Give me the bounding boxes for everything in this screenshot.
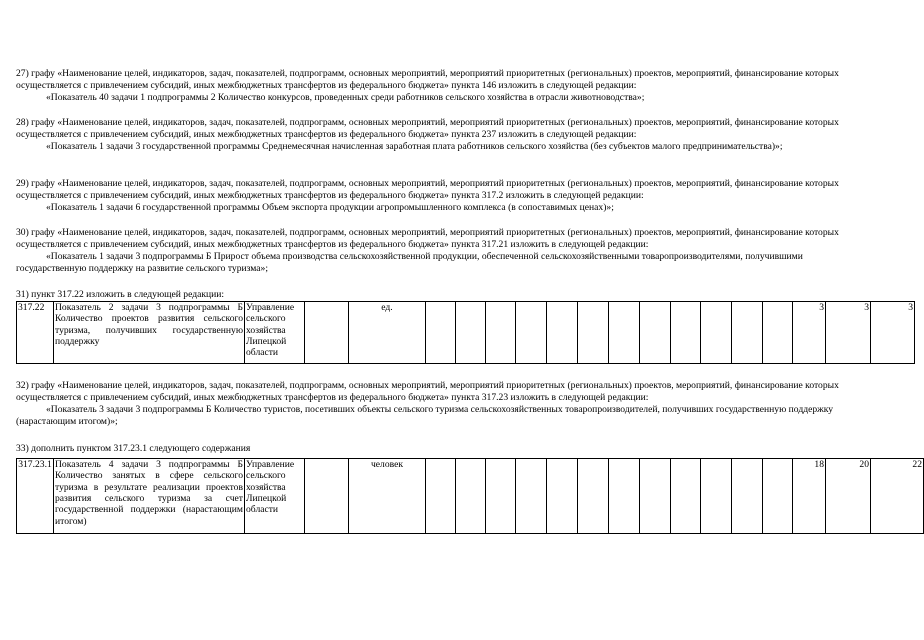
value-1: 18 <box>793 459 826 534</box>
row-number: 317.23.1 <box>17 459 54 534</box>
empty-cell <box>516 459 547 534</box>
item-32 <box>16 380 876 428</box>
responsible-org: Управление сельского хозяйства Липецкой области <box>245 302 305 364</box>
item-30-quote: «Показатель 1 задачи 3 подпрограммы Б Прирост объема производства сельскохозяйственной продукции, обеспеченной сельскохозяйственными товаропроизводителями, получившими государственную поддержку на развитие сельского туризма»; <box>16 250 803 274</box>
table-row <box>17 302 915 364</box>
value-3: 22 <box>871 459 924 534</box>
empty-cell <box>516 302 547 364</box>
unit: человек <box>349 459 426 534</box>
unit: ед. <box>349 302 426 364</box>
empty-cell <box>486 459 516 534</box>
item-33-heading <box>16 443 856 455</box>
empty-cell <box>732 302 763 364</box>
empty-cell <box>547 302 578 364</box>
item-29-intro: 29) графу «Наименование целей, индикаторов, задач, показателей, подпрограмм, основных мероприятий, мероприятий приоритетных (региональных) проектов, мероприятий, финансирование которых осуществляется с привлечением субсидий, иных межбюджетных трансфертов из федерального бюджета» пункта 317.2 изложить в следующей редакции: <box>16 178 839 201</box>
empty-cell <box>547 459 578 534</box>
value-3: 3 <box>871 302 915 364</box>
value-1: 3 <box>793 302 826 364</box>
item-32-intro: 32) графу «Наименование целей, индикаторов, задач, показателей, подпрограмм, основных мероприятий, мероприятий приоритетных (региональных) проектов, мероприятий, финансирование которых осуществляется с привлечением субсидий, иных межбюджетных трансфертов из федерального бюджета» пункта 317.23 изложить в следующей редакции: <box>16 380 839 403</box>
item-29 <box>16 178 856 214</box>
empty-cell <box>456 459 486 534</box>
table-317-23-1 <box>16 458 924 534</box>
empty-cell <box>640 459 671 534</box>
empty-cell <box>609 459 640 534</box>
item-29-quote: «Показатель 1 задачи 6 государственной программы Объем экспорта продукции агропромышленного комплекса (в сопоставимых ценах)»; <box>46 201 614 213</box>
empty-cell <box>640 302 671 364</box>
item-28-quote: «Показатель 1 задачи 3 государственной программы Среднемесячная начисленная заработная плата работников сельского хозяйства (без субъектов малого предпринимательства)»; <box>46 140 783 152</box>
empty-cell <box>763 302 793 364</box>
empty-cell <box>578 459 609 534</box>
empty-cell <box>305 459 349 534</box>
empty-cell <box>701 459 732 534</box>
item-30 <box>16 227 856 275</box>
item-27-quote: «Показатель 40 задачи 1 подпрограммы 2 Количество конкурсов, проведенных среди работников сельского хозяйства в отрасли животноводства»; <box>46 91 645 103</box>
table-317-22 <box>16 301 915 364</box>
empty-cell <box>732 459 763 534</box>
item-30-intro: 30) графу «Наименование целей, индикаторов, задач, показателей, подпрограмм, основных мероприятий, мероприятий приоритетных (региональных) проектов, мероприятий, финансирование которых осуществляется с привлечением субсидий, иных межбюджетных трансфертов из федерального бюджета» пункта 317.21 изложить в следующей редакции: <box>16 227 839 250</box>
empty-cell <box>701 302 732 364</box>
empty-cell <box>578 302 609 364</box>
empty-cell <box>426 459 456 534</box>
empty-cell <box>426 302 456 364</box>
item-31-heading <box>16 289 856 301</box>
item-32-quote: «Показатель 3 задачи 3 подпрограммы Б Количество туристов, посетивших объекты сельского туризма сельскохозяйственных товаропроизводителей, получивших государственную поддержку (нарастающим итогом)»; <box>16 403 834 427</box>
indicator-name: Показатель 4 задачи 3 подпрограммы Б Количество занятых в сфере сельского туризма в результате реализации проектов развития сельского туризма за счет государственной поддержки (нарастающим итогом) <box>54 459 245 534</box>
empty-cell <box>486 302 516 364</box>
value-2: 20 <box>826 459 871 534</box>
empty-cell <box>763 459 793 534</box>
item-27-intro: 27) графу «Наименование целей, индикаторов, задач, показателей, подпрограмм, основных мероприятий, мероприятий приоритетных (региональных) проектов, мероприятий, финансирование которых осуществляется с привлечением субсидий, иных межбюджетных трансфертов из федерального бюджета» пункта 146 изложить в следующей редакции: <box>16 68 839 91</box>
empty-cell <box>609 302 640 364</box>
empty-cell <box>305 302 349 364</box>
empty-cell <box>671 302 701 364</box>
table-row <box>17 459 924 534</box>
item-28-intro: 28) графу «Наименование целей, индикаторов, задач, показателей, подпрограмм, основных мероприятий, мероприятий приоритетных (региональных) проектов, мероприятий, финансирование которых осуществляется с привлечением субсидий, иных межбюджетных трансфертов из федерального бюджета» пункта 237 изложить в следующей редакции: <box>16 117 839 140</box>
empty-cell <box>456 302 486 364</box>
item-28 <box>16 117 856 153</box>
empty-cell <box>671 459 701 534</box>
responsible-org: Управление сельского хозяйства Липецкой области <box>245 459 305 534</box>
item-31-heading-text: 31) пункт 317.22 изложить в следующей редакции: <box>16 289 225 300</box>
item-33-heading-text: 33) дополнить пунктом 317.23.1 следующего содержания <box>16 443 251 454</box>
row-number: 317.22 <box>17 302 54 364</box>
value-2: 3 <box>826 302 871 364</box>
indicator-name: Показатель 2 задачи 3 подпрограммы Б Количество проектов развития сельского туризма, получивших государственную поддержку <box>54 302 245 364</box>
item-27 <box>16 68 856 104</box>
